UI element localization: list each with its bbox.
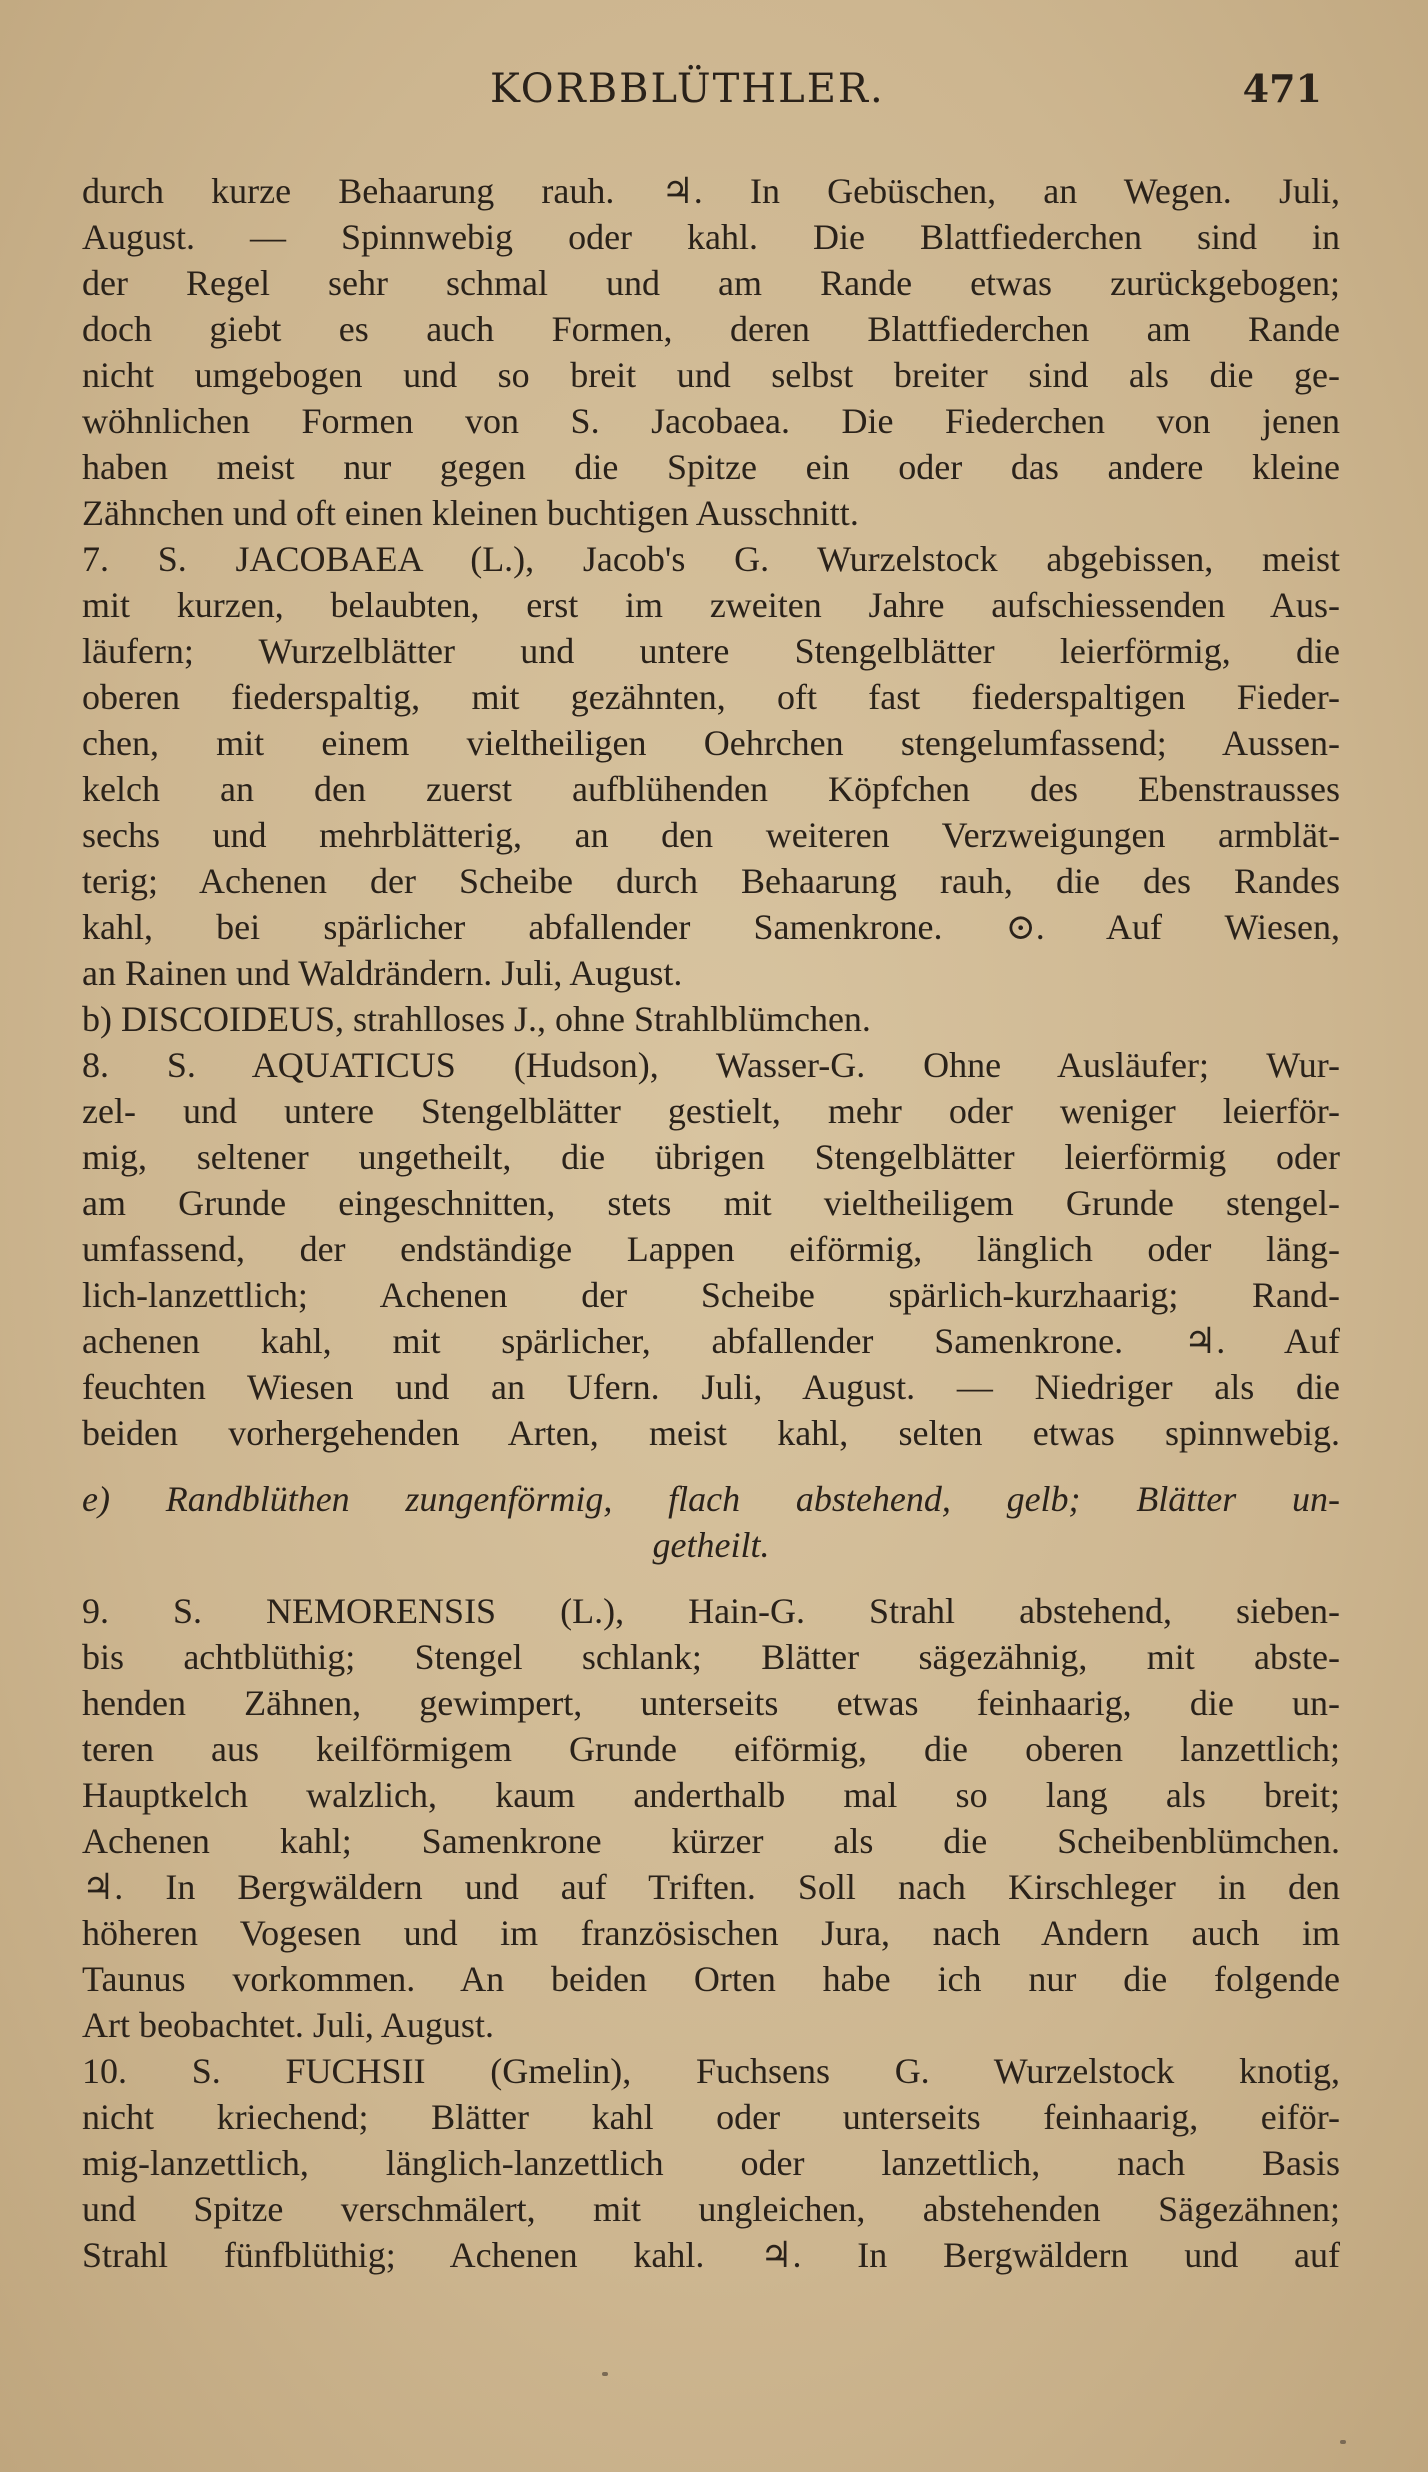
text-line: und Spitze verschmälert, mit ungleichen, abstehenden Sägezähnen;	[82, 2189, 1340, 2229]
text-line: mig-lanzettlich, länglich-lanzettlich oder lanzettlich, nach Basis	[82, 2143, 1340, 2183]
text-line: kelch an den zuerst aufblühenden Köpfchen des Ebenstrausses	[82, 769, 1340, 809]
text-line: 9. S. NEMORENSIS (L.), Hain-G. Strahl abstehend, sieben-	[82, 1591, 1340, 1631]
text-line: 8. S. AQUATICUS (Hudson), Wasser-G. Ohne Ausläufer; Wur-	[82, 1045, 1340, 1085]
ink-speck	[602, 2372, 608, 2376]
text-line: 10. S. FUCHSII (Gmelin), Fuchsens G. Wurzelstock knotig,	[82, 2051, 1340, 2091]
text-line: sechs und mehrblätterig, an den weiteren Verzweigungen armblät-	[82, 815, 1340, 855]
text-line: der Regel sehr schmal und am Rande etwas zurückgebogen;	[82, 263, 1340, 303]
text-line: Achenen kahl; Samenkrone kürzer als die Scheibenblümchen.	[82, 1821, 1340, 1861]
text-line: beiden vorhergehenden Arten, meist kahl, selten etwas spinnwebig.	[82, 1413, 1340, 1453]
text-line: bis achtblüthig; Stengel schlank; Blätter sägezähnig, mit abste-	[82, 1637, 1340, 1677]
text-line: teren aus keilförmigem Grunde eiförmig, die oberen lanzettlich;	[82, 1729, 1340, 1769]
text-line: August. — Spinnwebig oder kahl. Die Blattfiederchen sind in	[82, 217, 1340, 257]
page-header	[0, 66, 1428, 126]
text-line: kahl, bei spärlicher abfallender Samenkrone. ⊙. Auf Wiesen,	[82, 907, 1340, 947]
text-line: haben meist nur gegen die Spitze ein oder das andere kleine	[82, 447, 1340, 487]
page-number: 471	[1242, 66, 1322, 111]
running-title: KORBBLÜTHLER.	[490, 66, 885, 112]
spacer	[82, 1456, 1340, 1476]
text-line: ♃. In Bergwäldern und auf Triften. Soll nach Kirschleger in den	[82, 1867, 1340, 1907]
text-block-species-7-8	[82, 168, 1340, 1456]
spacer	[82, 1568, 1340, 1588]
text-line: Art beobachtet. Juli, August.	[82, 2005, 494, 2045]
text-line: Hauptkelch walzlich, kaum anderthalb mal so lang als breit;	[82, 1775, 1340, 1815]
ink-speck	[1340, 2440, 1346, 2444]
text-line: henden Zähnen, gewimpert, unterseits etwas feinhaarig, die un-	[82, 1683, 1340, 1723]
text-line: feuchten Wiesen und an Ufern. Juli, August. — Niedriger als die	[82, 1367, 1340, 1407]
body-text	[82, 168, 1340, 2278]
text-line: achenen kahl, mit spärlicher, abfallender Samenkrone. ♃. Auf	[82, 1321, 1340, 1361]
text-line: läufern; Wurzelblätter und untere Stengelblätter leierförmig, die	[82, 631, 1340, 671]
text-line: zel- und untere Stengelblätter gestielt, mehr oder weniger leierför-	[82, 1091, 1340, 1131]
section-heading-line-1: e) Randblüthen zungenförmig, flach abstehend, gelb; Blätter un-	[82, 1479, 1340, 1519]
text-line: b) DISCOIDEUS, strahlloses J., ohne Strahlblümchen.	[82, 999, 871, 1039]
section-heading	[82, 1476, 1340, 1568]
text-line: mig, seltener ungetheilt, die übrigen Stengelblätter leierförmig oder	[82, 1137, 1340, 1177]
section-heading-line-2: getheilt.	[652, 1525, 770, 1565]
text-line: am Grunde eingeschnitten, stets mit vieltheiligem Grunde stengel-	[82, 1183, 1340, 1223]
text-line: 7. S. JACOBAEA (L.), Jacob's G. Wurzelstock abgebissen, meist	[82, 539, 1340, 579]
text-line: durch kurze Behaarung rauh. ♃. In Gebüschen, an Wegen. Juli,	[82, 171, 1340, 211]
text-line: höheren Vogesen und im französischen Jura, nach Andern auch im	[82, 1913, 1340, 1953]
text-line: mit kurzen, belaubten, erst im zweiten Jahre aufschiessenden Aus-	[82, 585, 1340, 625]
text-line: Taunus vorkommen. An beiden Orten habe ich nur die folgende	[82, 1959, 1340, 1999]
text-line: terig; Achenen der Scheibe durch Behaarung rauh, die des Randes	[82, 861, 1340, 901]
text-line: doch giebt es auch Formen, deren Blattfiederchen am Rande	[82, 309, 1340, 349]
text-block-species-9-10	[82, 1588, 1340, 2278]
text-line: nicht umgebogen und so breit und selbst breiter sind als die ge-	[82, 355, 1340, 395]
text-line: oberen fiederspaltig, mit gezähnten, oft fast fiederspaltigen Fieder-	[82, 677, 1340, 717]
text-line: nicht kriechend; Blätter kahl oder unterseits feinhaarig, eiför-	[82, 2097, 1340, 2137]
text-line: Strahl fünfblüthig; Achenen kahl. ♃. In Bergwäldern und auf	[82, 2235, 1340, 2275]
text-line: an Rainen und Waldrändern. Juli, August.	[82, 953, 683, 993]
text-line: chen, mit einem vieltheiligen Oehrchen stengelumfassend; Aussen-	[82, 723, 1340, 763]
text-line: wöhnlichen Formen von S. Jacobaea. Die Fiederchen von jenen	[82, 401, 1340, 441]
text-line: Zähnchen und oft einen kleinen buchtigen Ausschnitt.	[82, 493, 859, 533]
text-line: lich-lanzettlich; Achenen der Scheibe spärlich-kurzhaarig; Rand-	[82, 1275, 1340, 1315]
text-line: umfassend, der endständige Lappen eiförmig, länglich oder läng-	[82, 1229, 1340, 1269]
